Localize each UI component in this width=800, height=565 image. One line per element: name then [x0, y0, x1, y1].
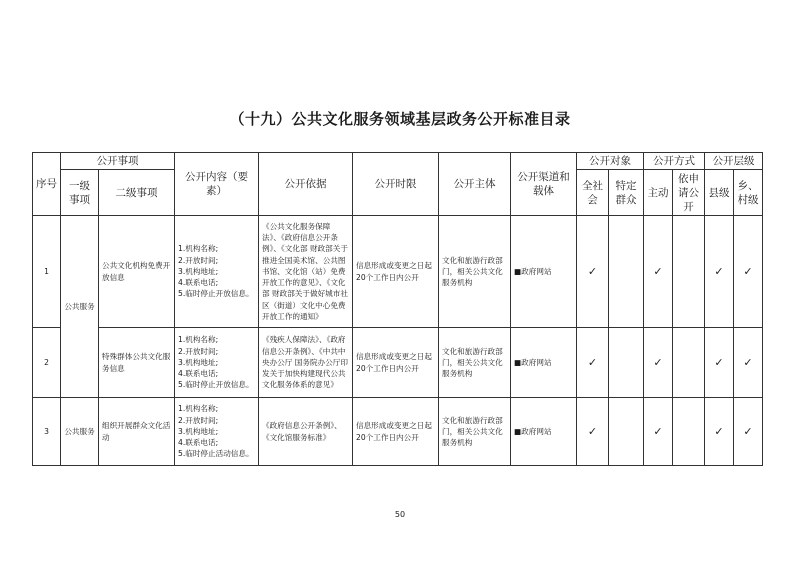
row-time-limit: 信息形成或变更之日起20个工作日内公开	[353, 328, 439, 398]
row-subject: 文化和旅游行政部门，相关公共文化服务机构	[439, 398, 511, 466]
content-line: 5.临时停止活动信息。	[178, 449, 254, 459]
header-method-group: 公开方式	[644, 153, 705, 170]
check-all-society: ✓	[577, 328, 609, 398]
catalog-table	[32, 152, 763, 466]
row-content	[175, 216, 259, 328]
check-township: ✓	[734, 398, 763, 466]
header-subject: 公开主体	[439, 153, 511, 216]
row-channel: ■政府网站	[511, 328, 577, 398]
header-channel: 公开渠道和载体	[511, 153, 577, 216]
content-line: 1.机构名称;	[178, 335, 219, 345]
table-header	[33, 153, 763, 216]
row-level2: 特殊群体公共文化服务信息	[99, 328, 175, 398]
row-seq: 2	[33, 328, 61, 398]
header-township: 乡、村级	[734, 170, 763, 216]
content-line: 5.临时停止开放信息。	[178, 380, 254, 390]
check-on-request	[673, 328, 705, 398]
row-subject: 文化和旅游行政部门，相关公共文化服务机构	[439, 328, 511, 398]
check-active: ✓	[644, 216, 673, 328]
row-time-limit: 信息形成或变更之日起20个工作日内公开	[353, 216, 439, 328]
page-title: （十九）公共文化服务领域基层政务公开标准目录	[229, 110, 571, 128]
header-active: 主动	[644, 170, 673, 216]
check-active: ✓	[644, 398, 673, 466]
header-basis: 公开依据	[259, 153, 353, 216]
check-specific	[609, 398, 644, 466]
check-county: ✓	[705, 328, 734, 398]
table-row	[33, 328, 763, 398]
content-line: 4.联系电话;	[178, 278, 219, 288]
content-line: 2.开放时间;	[178, 346, 219, 356]
content-line: 2.开放时间;	[178, 255, 219, 265]
check-specific	[609, 328, 644, 398]
row-basis: 《残疾人保障法》、《政府信息公开条例》、《中共中央办公厅 国务院办公厅印发关于加快构建现代公共文化服务体系的意见》	[259, 328, 353, 398]
content-line: 2.开放时间;	[178, 415, 219, 425]
header-on-request: 依申请公开	[673, 170, 705, 216]
header-content: 公开内容（要素）	[175, 153, 259, 216]
content-line: 3.机构地址;	[178, 357, 219, 367]
check-active: ✓	[644, 328, 673, 398]
table-row	[33, 216, 763, 328]
check-county: ✓	[705, 398, 734, 466]
header-level1: 一级事项	[61, 170, 99, 216]
header-specific: 特定群众	[609, 170, 644, 216]
check-all-society: ✓	[577, 216, 609, 328]
content-line: 3.机构地址;	[178, 266, 219, 276]
check-on-request	[673, 398, 705, 466]
row-basis: 《公共文化服务保障法》、《政府信息公开条例》、《文化部 财政部关于推进全国美术馆、公共图书馆、文化馆（站）免费开放工作的意见》、《文化部 财政部关于做好城市社区（街道）文化中心免费开放工作的通知》	[259, 216, 353, 328]
row-seq: 1	[33, 216, 61, 328]
row-level2: 组织开展群众文化活动	[99, 398, 175, 466]
content-line: 3.机构地址;	[178, 426, 219, 436]
header-object-group: 公开对象	[577, 153, 644, 170]
check-specific	[609, 216, 644, 328]
row-seq: 3	[33, 398, 61, 466]
check-township: ✓	[734, 216, 763, 328]
content-line: 1.机构名称;	[178, 244, 219, 254]
check-all-society: ✓	[577, 398, 609, 466]
check-township: ✓	[734, 328, 763, 398]
header-county: 县级	[705, 170, 734, 216]
content-line: 1.机构名称;	[178, 404, 219, 414]
row-level1: 公共服务	[61, 398, 99, 466]
content-line: 5.临时停止开放信息。	[178, 289, 254, 299]
row-channel: ■政府网站	[511, 398, 577, 466]
content-line: 4.联系电话;	[178, 438, 219, 448]
page-number: 50	[394, 510, 406, 519]
row-level1: 公共服务	[61, 216, 99, 398]
check-on-request	[673, 216, 705, 328]
row-time-limit: 信息形成或变更之日起20个工作日内公开	[353, 398, 439, 466]
header-level2: 二级事项	[99, 170, 175, 216]
row-channel: ■政府网站	[511, 216, 577, 328]
row-content	[175, 398, 259, 466]
table-row	[33, 398, 763, 466]
check-county: ✓	[705, 216, 734, 328]
row-subject: 文化和旅游行政部门，相关公共文化服务机构	[439, 216, 511, 328]
header-all-society: 全社会	[577, 170, 609, 216]
row-content	[175, 328, 259, 398]
header-seq: 序号	[33, 153, 61, 216]
row-level2: 公共文化机构免费开放信息	[99, 216, 175, 328]
content-line: 4.联系电话;	[178, 369, 219, 379]
header-level-group: 公开层级	[705, 153, 763, 170]
row-basis: 《政府信息公开条例》、《文化馆服务标准》	[259, 398, 353, 466]
header-time-limit: 公开时限	[353, 153, 439, 216]
header-items-group: 公开事项	[61, 153, 175, 170]
